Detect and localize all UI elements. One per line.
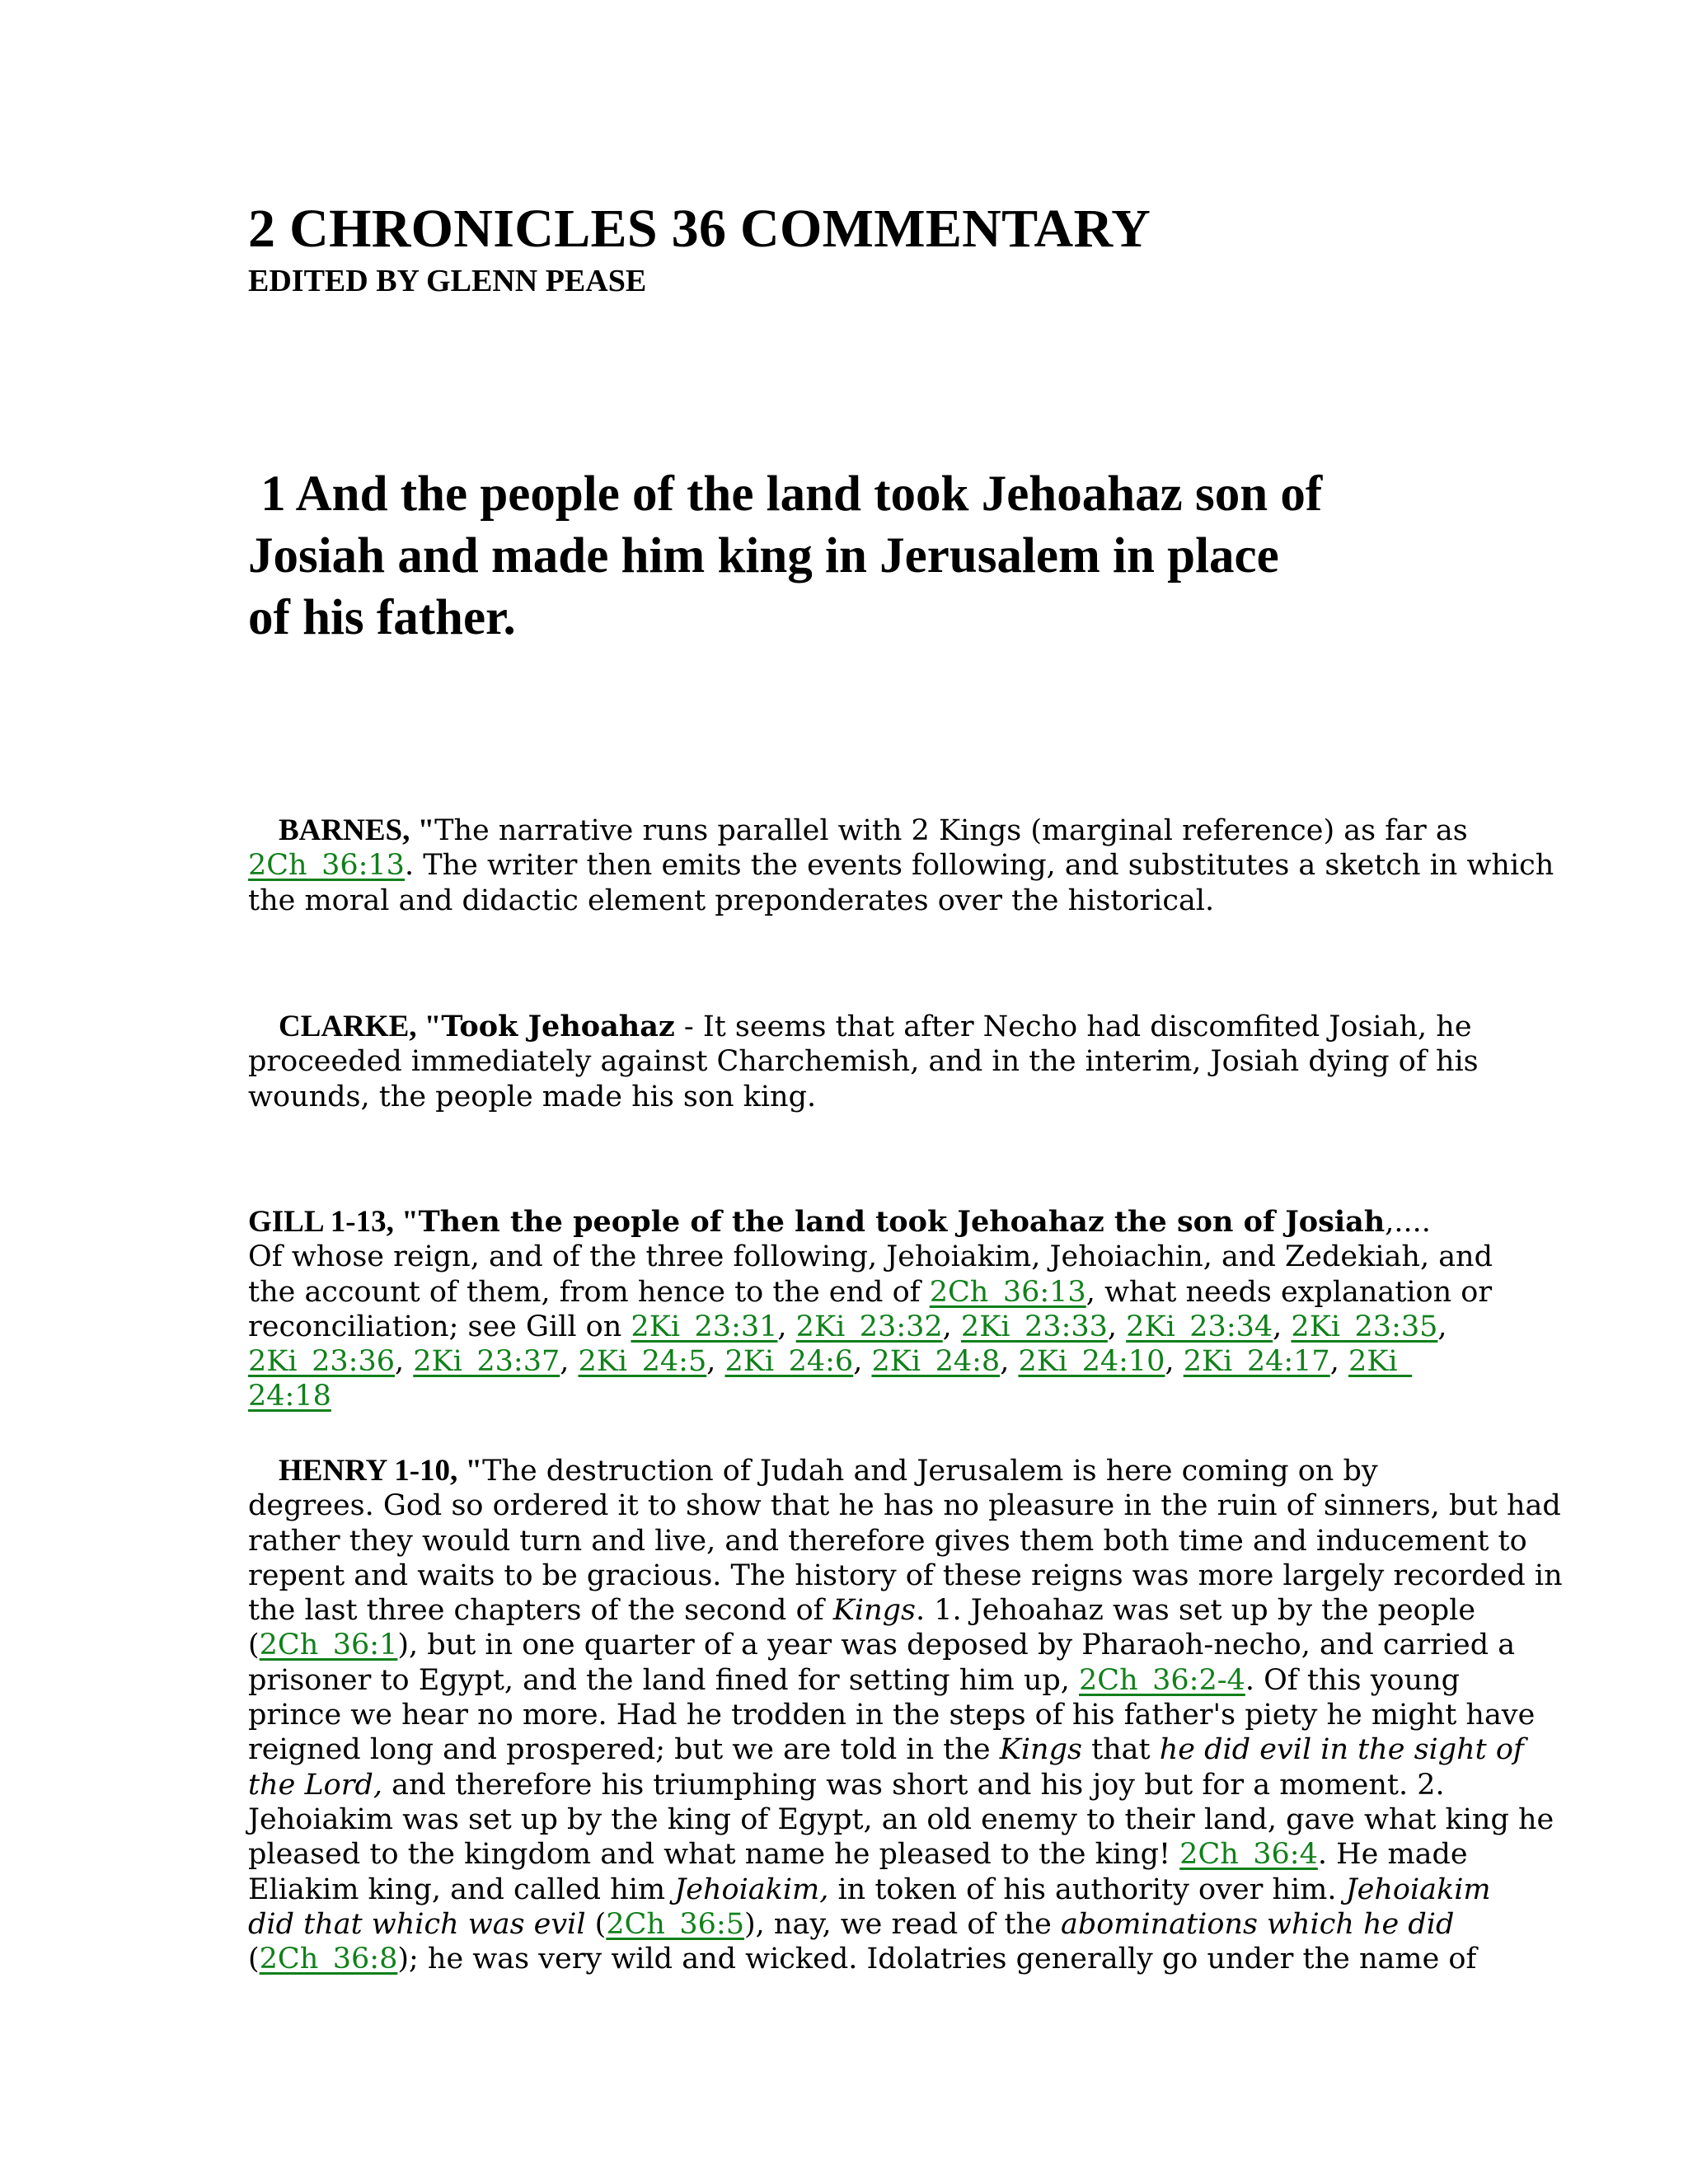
scripture-link[interactable]: 2Ki_23:37 [413,1345,560,1379]
henry-line-8: prince we hear no more. Had he trodden in the steps of his father's piety he might have [248,1699,1536,1732]
separator: , [706,1345,725,1379]
scripture-link[interactable]: 2Ki_24:10 [1018,1345,1165,1379]
henry-line-4: repent and waits to be gracious. The history of these reigns was more largely recorded in [248,1558,1563,1592]
clarke-line-1 [248,1010,1472,1044]
scripture-link[interactable]: 2Ki_24:6 [724,1345,854,1379]
henry-line-10 [248,1768,1451,1802]
text: pleased to the kingdom and what name he pleased to the king! [248,1838,1180,1872]
author-label: BARNES, " [279,813,435,847]
gill-line-5 [248,1344,1451,1379]
barnes-line-2 [248,848,1554,883]
henry-line-7 [248,1663,1461,1698]
text: the account of them, from hence to the end of [248,1275,930,1309]
separator: , [1000,1345,1019,1379]
italic-text: the Lord, [248,1768,383,1802]
clarke-line-2: proceeded immediately against Charchemish, and in the interim, Josiah dying of his [248,1045,1479,1079]
verse-heading [248,463,1484,649]
henry-line-13 [248,1872,1491,1907]
scripture-link[interactable]: 2Ki_23:31 [631,1310,778,1343]
clarke-line-3: wounds, the people made his son king. [248,1080,817,1113]
text: reconciliation; see Gill on [248,1310,631,1343]
clarke-heading: Took Jehoahaz [441,1010,675,1043]
document-title: 2 CHRONICLES 36 COMMENTARY [248,199,1151,259]
text: , what needs explanation or [1085,1275,1493,1309]
scripture-link[interactable]: 2Ch_36:13 [248,849,405,883]
verse-line-1: 1 And the people of the land took Jehoahaz son of [248,466,1323,522]
scripture-link[interactable]: 2Ch_36:2-4 [1079,1663,1245,1697]
gill-line-4: reconciliation; see Gill on 2Ki_23:31, 2Ki_23:32, 2Ki_23:33, 2Ki_23:34, 2Ki_23:35, [248,1310,1447,1343]
text: reigned long and prospered; but we are told in the [248,1733,1000,1767]
text: ( [248,1943,260,1976]
text: The narrative runs parallel with 2 Kings (marginal reference) as far as [434,814,1468,847]
barnes-line-1 [248,813,1468,848]
separator: , [394,1345,414,1379]
author-label: GILL 1-13, " [248,1205,419,1239]
scripture-link[interactable]: 2Ch_36:13 [929,1275,1086,1309]
scripture-link[interactable]: 2Ch_36:5 [606,1907,745,1941]
text: The destruction of Judah and Jerusalem is here coming on by [482,1455,1378,1488]
scripture-link[interactable]: 2Ki_24:8 [871,1345,1001,1379]
scripture-link[interactable]: 2Ki_24:5 [578,1345,707,1379]
barnes-commentary [248,813,1554,918]
scripture-link[interactable]: 2Ch_36:8 [259,1943,398,1976]
verse-line-2: Josiah and made him king in Jerusalem in place [248,528,1279,583]
henry-line-6 [248,1628,1516,1662]
clarke-commentary [248,1010,1479,1114]
henry-line-14 [248,1907,1455,1942]
text: ,.... [1385,1206,1431,1239]
henry-line-5 [248,1593,1476,1628]
henry-line-9 [248,1732,1524,1767]
italic-text: Jehoiakim, [674,1872,829,1906]
text: . He made [1317,1838,1468,1872]
henry-line-11: Jehoiakim was set up by the king of Egypt, an old enemy to their land, gave what king he [248,1802,1554,1836]
separator: , [1329,1345,1348,1379]
text: ), nay, we read of the [744,1907,1061,1941]
italic-text: Kings [832,1594,916,1628]
gill-line-6 [248,1379,1451,1413]
separator: , [1107,1310,1127,1343]
text: the last three chapters of the second of [248,1594,833,1628]
text: that [1081,1733,1160,1767]
scripture-link[interactable]: 2Ki_ [1348,1345,1413,1379]
separator: , [853,1345,872,1379]
verse-line-3: of his father. [248,590,516,645]
henry-line-12 [248,1837,1468,1872]
text: ), but in one quarter of a year was deposed by Pharaoh-necho, and carried a [397,1629,1516,1662]
text: ( [248,1629,260,1662]
text: and therefore his triumphing was short and his joy but for a moment. 2. [382,1768,1445,1802]
text: - It seems that after Necho had discomfited Josiah, he [674,1010,1472,1043]
henry-line-15 [248,1942,1477,1976]
scripture-link[interactable]: 2Ki_23:33 [960,1310,1108,1343]
separator: , [1165,1345,1184,1379]
scripture-link[interactable]: 2Ki_23:36 [248,1345,395,1379]
scripture-link[interactable]: 2Ki_24:17 [1183,1345,1330,1379]
henry-commentary [248,1454,1563,1976]
separator: , [560,1345,579,1379]
gill-line-3 [248,1275,1493,1310]
henry-line-2: degrees. God so ordered it to show that he has no pleasure in the ruin of sinners, but had [248,1489,1561,1523]
editor-credit: EDITED BY GLENN PEASE [248,264,647,298]
italic-text: Jehoiakim [1345,1872,1491,1906]
henry-line-1 [248,1454,1451,1488]
scripture-link[interactable]: 2Ki_23:32 [795,1310,943,1343]
gill-line-1 [248,1205,1451,1240]
scripture-link[interactable]: 2Ki_23:35 [1291,1310,1438,1343]
italic-text: he did evil in the sight of [1159,1733,1524,1767]
text: . The writer then emits the events following, and substitutes a sketch in which [404,849,1554,883]
text: . Of this young [1245,1663,1461,1697]
author-label: CLARKE, " [279,1010,442,1043]
barnes-line-3: the moral and didactic element preponderates over the historical. [248,883,1215,917]
author-label: HENRY 1-10, " [279,1454,483,1488]
scripture-link[interactable]: 2Ch_36:4 [1179,1838,1318,1872]
scripture-link[interactable]: 2Ch_36:1 [259,1629,398,1662]
text: prisoner to Egypt, and the land fined for setting him up, [248,1663,1080,1697]
separator: , [777,1310,796,1343]
henry-line-3: rather they would turn and live, and therefore gives them both time and inducement to [248,1524,1527,1558]
italic-text: abominations which he did [1060,1907,1455,1941]
scripture-link[interactable]: 2Ki_23:34 [1126,1310,1273,1343]
text: ); he was very wild and wicked. Idolatries generally go under the name of [397,1943,1477,1976]
scripture-link[interactable]: 24:18 [248,1380,331,1413]
text: Eliakim king, and called him [248,1872,675,1906]
gill-heading: Then the people of the land took Jehoahaz the son of Josiah [418,1205,1386,1239]
italic-text: Kings [999,1733,1082,1767]
gill-line-2: Of whose reign, and of the three following, Jehoiakim, Jehoiachin, and Zedekiah, and [248,1240,1493,1274]
separator: , [942,1310,961,1343]
text: in token of his authority over him. [828,1872,1346,1906]
gill-commentary [248,1205,1493,1414]
text: . 1. Jehoahaz was set up by the people [915,1594,1476,1628]
separator: , [1273,1310,1292,1343]
italic-text: did that which was evil [248,1907,586,1941]
text: ( [585,1907,607,1941]
